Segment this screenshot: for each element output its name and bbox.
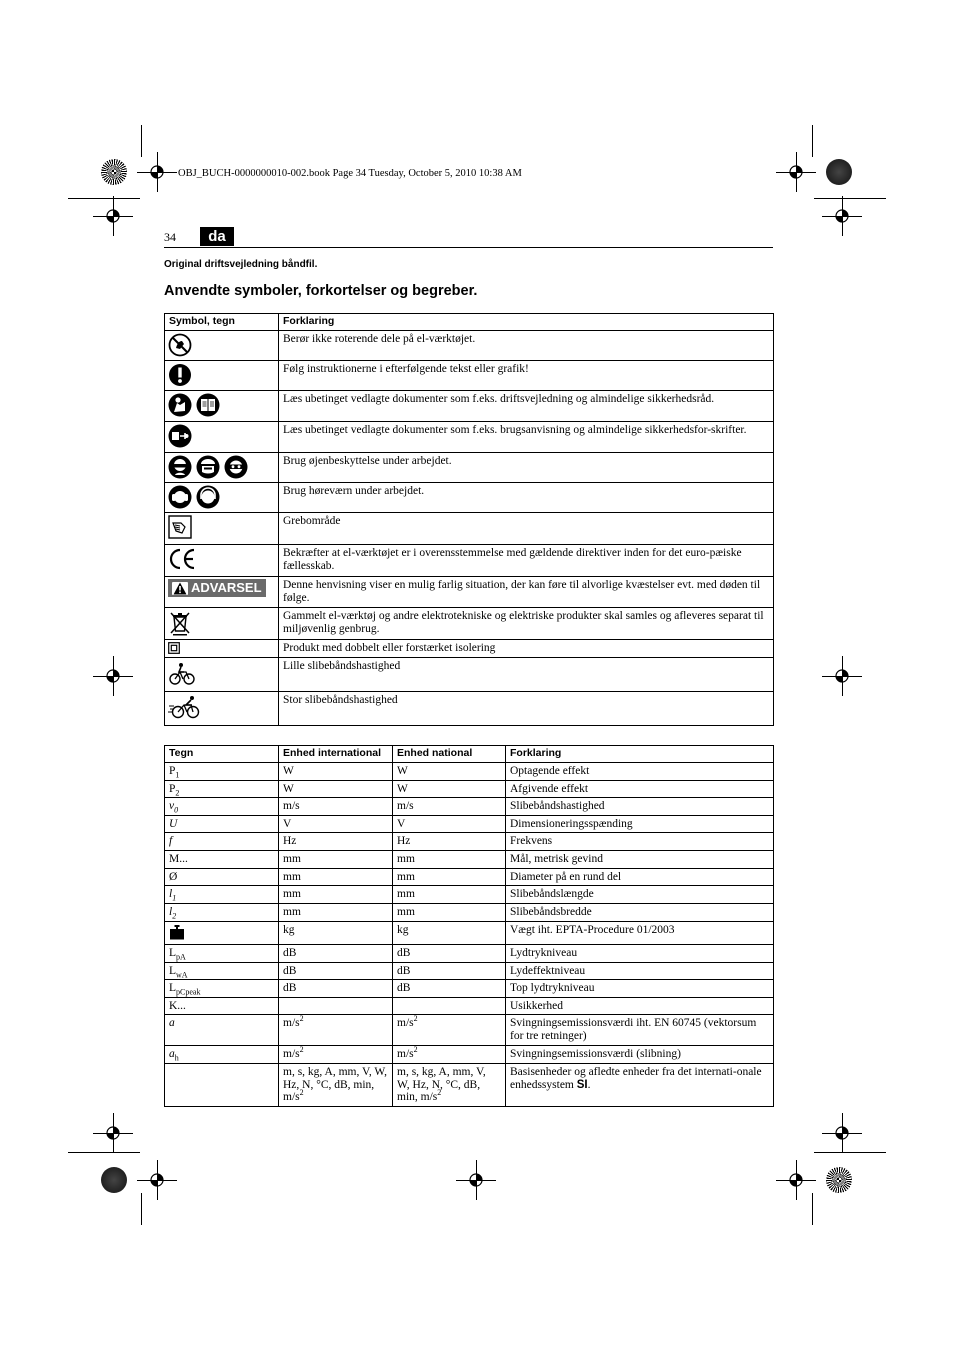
unit-row — [165, 886, 774, 904]
symbol-explanation: Læs ubetinget vedlagte dokumenter som f.eks. brugsanvisning og almindelige sikkerhedsfor-skrifter. — [279, 422, 774, 453]
unit-sign: M... — [169, 853, 188, 865]
registration-line — [796, 1160, 797, 1200]
unit-sign-cell — [165, 833, 279, 851]
symbol-row — [165, 640, 774, 658]
unit-national: V — [397, 818, 406, 830]
unit-international-cell — [279, 781, 393, 798]
unit-sign: l — [169, 906, 173, 918]
unit-national: W — [397, 783, 408, 795]
unit-explanation-cell — [506, 963, 774, 980]
symbols-header-symbol: Symbol, tegn — [165, 314, 279, 331]
unit-sign: v — [169, 800, 175, 812]
ear-muffs-icon — [196, 485, 220, 509]
unit-sign-cell — [165, 980, 279, 998]
unit-sign-cell — [165, 851, 279, 869]
unit-explanation-cell — [506, 781, 774, 798]
symbol-row — [165, 422, 774, 453]
unit-explanation-cell — [506, 798, 774, 816]
unit-international: m/s — [283, 1017, 300, 1029]
unit-sign-cell — [165, 816, 279, 833]
unit-national-cell — [393, 833, 506, 851]
unit-international-cell — [279, 886, 393, 904]
unit-national: mm — [397, 871, 415, 883]
unit-sign: a — [169, 1048, 175, 1060]
unit-international: mm — [283, 871, 301, 883]
fast-bicycle-icon — [168, 694, 202, 720]
unit-national-cell — [393, 963, 506, 980]
no-touch-rotating-icon — [168, 333, 192, 357]
units-table — [164, 745, 774, 1107]
units-header-explanation: Forklaring — [506, 746, 774, 763]
warning-label — [168, 579, 266, 597]
unit-explanation-cell — [506, 1015, 774, 1046]
unit-international-cell — [279, 963, 393, 980]
language-tag: da — [200, 227, 234, 246]
registration-line — [796, 152, 797, 192]
unit-explanation: Mål, metrisk gevind — [510, 853, 603, 865]
registration-line — [842, 196, 843, 236]
unit-national-sup: 2 — [413, 1014, 418, 1024]
symbol-cell — [165, 640, 279, 658]
unit-international-sup: 2 — [299, 1014, 304, 1024]
unit-explanation: Frekvens — [510, 835, 553, 847]
unit-row — [165, 980, 774, 998]
symbol-row — [165, 331, 774, 361]
dark-target-icon — [826, 159, 852, 185]
symbol-row — [165, 545, 774, 577]
registration-line — [113, 196, 114, 236]
unit-sign-cell — [165, 763, 279, 781]
unit-row — [165, 998, 774, 1015]
units-header-sign: Tegn — [165, 746, 279, 763]
unit-national-cell — [393, 869, 506, 886]
symbol-explanation: Lille slibebåndshastighed — [279, 658, 774, 692]
unit-national: m/s — [397, 1017, 414, 1029]
unit-international: mm — [283, 853, 301, 865]
unit-sign: L — [169, 947, 177, 959]
symbol-row — [165, 513, 774, 545]
unit-national: dB — [397, 982, 411, 994]
symbol-cell — [165, 331, 279, 361]
unit-international-cell — [279, 1015, 393, 1046]
unit-international-cell — [279, 998, 393, 1015]
unit-sign: l — [169, 888, 173, 900]
unit-national: mm — [397, 853, 415, 865]
unit-explanation: Slibebåndslængde — [510, 888, 594, 900]
unit-sign: L — [169, 965, 177, 977]
crop-mark — [141, 125, 142, 157]
unit-sign: P — [169, 783, 176, 795]
unit-international-cell — [279, 980, 393, 998]
unit-explanation-cell — [506, 869, 774, 886]
unit-international-cell — [279, 945, 393, 963]
unit-national-cell — [393, 904, 506, 922]
ear-protection-icon — [168, 485, 192, 509]
double-insulation-icon — [168, 642, 180, 654]
registration-line — [157, 152, 158, 192]
symbol-row — [165, 361, 774, 391]
unit-sign-cell — [165, 1015, 279, 1046]
unit-international-cell — [279, 904, 393, 922]
unit-sign-cell — [165, 781, 279, 798]
crop-mark — [68, 198, 140, 199]
unit-sign-subscript: pCpeak — [176, 987, 201, 997]
unit-explanation-cell — [506, 763, 774, 781]
unit-national-cell — [393, 781, 506, 798]
unit-national: Hz — [397, 835, 411, 847]
unit-sign-subscript: h — [174, 1053, 179, 1063]
unit-international-cell — [279, 1064, 393, 1107]
unit-international: dB — [283, 965, 297, 977]
warning-triangle-icon — [172, 582, 188, 595]
unit-national-cell — [393, 1064, 506, 1107]
unit-row — [165, 833, 774, 851]
unit-row — [165, 869, 774, 886]
unit-explanation: Afgivende effekt — [510, 783, 589, 795]
symbol-row — [165, 658, 774, 692]
unit-international: W — [283, 783, 294, 795]
unit-sign-cell — [165, 798, 279, 816]
symbol-cell — [165, 422, 279, 453]
unit-international: m/s — [283, 800, 300, 812]
safety-glasses-icon — [168, 455, 192, 479]
unit-explanation-bold: SI — [576, 1078, 588, 1091]
symbol-cell — [165, 545, 279, 577]
unit-sign-cell — [165, 1064, 279, 1107]
symbol-cell — [165, 692, 279, 726]
documents-icon — [168, 424, 192, 448]
unit-explanation: Lydtrykniveau — [510, 947, 578, 959]
unit-explanation: Svingningsemissionsværdi iht. EN 60745 (vektorsum for tre retninger) — [510, 1017, 757, 1042]
unit-sign-cell — [165, 886, 279, 904]
warning-label-text: ADVARSEL — [191, 579, 262, 595]
unit-row — [165, 1064, 774, 1107]
symbol-cell — [165, 513, 279, 545]
registration-line — [842, 656, 843, 696]
unit-international-cell — [279, 869, 393, 886]
file-info: OBJ_BUCH-0000000010-002.book Page 34 Tuesday, October 5, 2010 10:38 AM — [178, 168, 522, 179]
symbol-explanation: Brug høreværn under arbejdet. — [279, 483, 774, 513]
unit-sign: L — [169, 982, 177, 994]
symbol-explanation: Følg instruktionerne i efterfølgende tekst eller grafik! — [279, 361, 774, 391]
weight-icon — [169, 924, 185, 940]
unit-explanation: Top lydtrykniveau — [510, 982, 595, 994]
header-rule — [164, 247, 773, 248]
registration-line — [157, 1160, 158, 1200]
symbol-explanation: Læs ubetinget vedlagte dokumenter som f.eks. driftsvejledning og almindelige sikkerhedsråd. — [279, 391, 774, 422]
goggles-icon — [224, 455, 248, 479]
unit-international: m/s — [283, 1048, 300, 1060]
unit-sign: P — [169, 765, 176, 777]
unit-sign-cell — [165, 1046, 279, 1064]
registration-line — [476, 1160, 477, 1200]
unit-international-cell — [279, 851, 393, 869]
unit-international-sup: 2 — [299, 1045, 304, 1055]
units-header-national: Enhed national — [393, 746, 506, 763]
symbol-explanation: Grebområde — [279, 513, 774, 545]
symbol-row — [165, 453, 774, 483]
unit-explanation-cell — [506, 816, 774, 833]
unit-row — [165, 763, 774, 781]
unit-row — [165, 1015, 774, 1046]
symbol-explanation: Gammelt el-værktøj og andre elektrotekniske og elektriske produkter skal samles og afleveres separat til miljøvenlig genbrug. — [279, 608, 774, 640]
unit-sign-subscript: 1 — [172, 893, 177, 903]
symbol-row — [165, 608, 774, 640]
unit-national: m, s, kg, A, mm, V, W, Hz, N, °C, dB, min, m/s — [397, 1066, 486, 1103]
crop-mark — [812, 125, 813, 157]
unit-row — [165, 963, 774, 980]
unit-explanation-cell — [506, 886, 774, 904]
book-icon — [196, 393, 220, 417]
unit-sign-cell — [165, 904, 279, 922]
crop-mark — [141, 1193, 142, 1225]
symbol-explanation: Produkt med dobbelt eller forstærket isolering — [279, 640, 774, 658]
symbol-explanation: Denne henvisning viser en mulig farlig situation, der kan føre til alvorlige kvæstelser evt. med døden til følge. — [279, 577, 774, 608]
unit-explanation-tail: . — [587, 1078, 591, 1091]
unit-sign-subscript: wA — [176, 970, 188, 980]
unit-row — [165, 816, 774, 833]
unit-explanation-cell — [506, 1046, 774, 1064]
crop-mark — [814, 1152, 886, 1153]
radial-target-icon — [101, 159, 127, 185]
unit-national: kg — [397, 924, 409, 936]
unit-international: W — [283, 765, 294, 777]
unit-explanation-cell — [506, 1064, 774, 1107]
unit-explanation-cell — [506, 945, 774, 963]
unit-national: m/s — [397, 1048, 414, 1060]
unit-international: mm — [283, 906, 301, 918]
unit-row — [165, 945, 774, 963]
unit-national: m/s — [397, 800, 414, 812]
face-shield-icon — [196, 455, 220, 479]
unit-explanation: Lydeffektniveau — [510, 965, 586, 977]
symbol-cell — [165, 577, 279, 608]
symbol-explanation: Stor slibebåndshastighed — [279, 692, 774, 726]
unit-sign-cell — [165, 922, 279, 945]
unit-explanation: Diameter på en rund del — [510, 871, 622, 883]
symbol-explanation: Bekræfter at el-værktøjet er i overensstemmelse med gældende direktiver inden for det euro-pæiske fællesskab. — [279, 545, 774, 577]
unit-national: mm — [397, 906, 415, 918]
unit-national: dB — [397, 965, 411, 977]
unit-national-sup: 2 — [437, 1088, 442, 1098]
unit-international: V — [283, 818, 292, 830]
unit-explanation-cell — [506, 833, 774, 851]
section-heading: Anvendte symboler, forkortelser og begreber. — [164, 283, 478, 299]
symbol-row — [165, 577, 774, 608]
units-header-international: Enhed international — [279, 746, 393, 763]
crop-mark — [68, 1152, 140, 1153]
unit-international: dB — [283, 982, 297, 994]
radial-target-icon — [826, 1167, 852, 1193]
registration-line — [842, 1113, 843, 1153]
unit-row — [165, 798, 774, 816]
crop-mark — [814, 198, 886, 199]
dark-target-icon — [101, 1167, 127, 1193]
unit-national-cell — [393, 886, 506, 904]
ce-mark-icon — [168, 547, 198, 571]
unit-international-cell — [279, 922, 393, 945]
unit-explanation-cell — [506, 851, 774, 869]
symbols-table — [164, 313, 774, 726]
registration-line — [113, 656, 114, 696]
unit-row — [165, 922, 774, 945]
slow-bicycle-icon — [168, 660, 196, 686]
read-manual-icon — [168, 393, 192, 417]
registration-line — [113, 1113, 114, 1153]
symbol-cell — [165, 608, 279, 640]
unit-sign-subscript: 1 — [175, 770, 180, 780]
unit-explanation-cell — [506, 904, 774, 922]
unit-explanation: Svingningsemissionsværdi (slibning) — [510, 1048, 681, 1060]
unit-national: dB — [397, 947, 411, 959]
unit-national-cell — [393, 816, 506, 833]
symbol-cell — [165, 391, 279, 422]
unit-sign-subscript: 0 — [174, 805, 179, 815]
unit-sign: f — [169, 835, 173, 847]
unit-international-cell — [279, 763, 393, 781]
unit-explanation-cell — [506, 980, 774, 998]
unit-explanation: Optagende effekt — [510, 765, 590, 777]
symbol-row — [165, 692, 774, 726]
page-number: 34 — [164, 230, 176, 244]
exclamation-icon — [168, 363, 192, 387]
symbol-cell — [165, 361, 279, 391]
unit-international-cell — [279, 798, 393, 816]
unit-explanation: Slibebåndsbredde — [510, 906, 592, 918]
unit-national-cell — [393, 945, 506, 963]
unit-explanation: Usikkerhed — [510, 1000, 564, 1012]
unit-row — [165, 1046, 774, 1064]
unit-international-cell — [279, 833, 393, 851]
unit-explanation-cell — [506, 998, 774, 1015]
grip-area-icon — [168, 515, 192, 539]
unit-international: mm — [283, 888, 301, 900]
unit-national-cell — [393, 1046, 506, 1064]
symbol-explanation: Berør ikke roterende dele på el-værktøjet. — [279, 331, 774, 361]
unit-international: dB — [283, 947, 297, 959]
unit-international: kg — [283, 924, 295, 936]
document-subtitle: Original driftsvejledning båndfil. — [164, 259, 318, 270]
unit-national-sup: 2 — [413, 1045, 418, 1055]
unit-international-cell — [279, 1046, 393, 1064]
unit-national-cell — [393, 1015, 506, 1046]
unit-sign-subscript: 2 — [175, 788, 180, 798]
symbol-explanation: Brug øjenbeskyttelse under arbejdet. — [279, 453, 774, 483]
unit-explanation: Basisenheder og afledte enheder fra det internati-onale enhedssystem — [510, 1066, 762, 1091]
symbol-cell — [165, 453, 279, 483]
symbol-row — [165, 391, 774, 422]
unit-sign: U — [169, 818, 178, 830]
unit-national-cell — [393, 922, 506, 945]
unit-sign: K... — [169, 1000, 186, 1012]
unit-international: m, s, kg, A, mm, V, W, Hz, N, °C, dB, min, m/s — [283, 1066, 388, 1103]
unit-explanation: Dimensioneringsspænding — [510, 818, 633, 830]
unit-national-cell — [393, 798, 506, 816]
unit-sign-cell — [165, 869, 279, 886]
unit-international-cell — [279, 816, 393, 833]
symbol-cell — [165, 483, 279, 513]
symbols-header-explanation: Forklaring — [279, 314, 774, 331]
symbol-row — [165, 483, 774, 513]
unit-sign: Ø — [169, 871, 178, 883]
unit-national-cell — [393, 980, 506, 998]
crossed-bin-icon — [168, 610, 192, 636]
unit-sign: a — [169, 1017, 175, 1029]
unit-national-cell — [393, 851, 506, 869]
unit-explanation: Slibebåndshastighed — [510, 800, 605, 812]
unit-sign-cell — [165, 998, 279, 1015]
unit-explanation-cell — [506, 922, 774, 945]
unit-explanation: Vægt iht. EPTA-Procedure 01/2003 — [510, 924, 675, 936]
unit-row — [165, 851, 774, 869]
unit-sign-subscript: pA — [176, 952, 186, 962]
unit-row — [165, 781, 774, 798]
unit-international-sup: 2 — [299, 1088, 304, 1098]
unit-national-cell — [393, 763, 506, 781]
crop-mark — [812, 1193, 813, 1225]
unit-sign-cell — [165, 945, 279, 963]
unit-sign-subscript: 2 — [172, 911, 177, 921]
unit-national: W — [397, 765, 408, 777]
unit-sign-cell — [165, 963, 279, 980]
unit-national-cell — [393, 998, 506, 1015]
symbol-cell — [165, 658, 279, 692]
unit-national: mm — [397, 888, 415, 900]
unit-international: Hz — [283, 835, 297, 847]
unit-row — [165, 904, 774, 922]
